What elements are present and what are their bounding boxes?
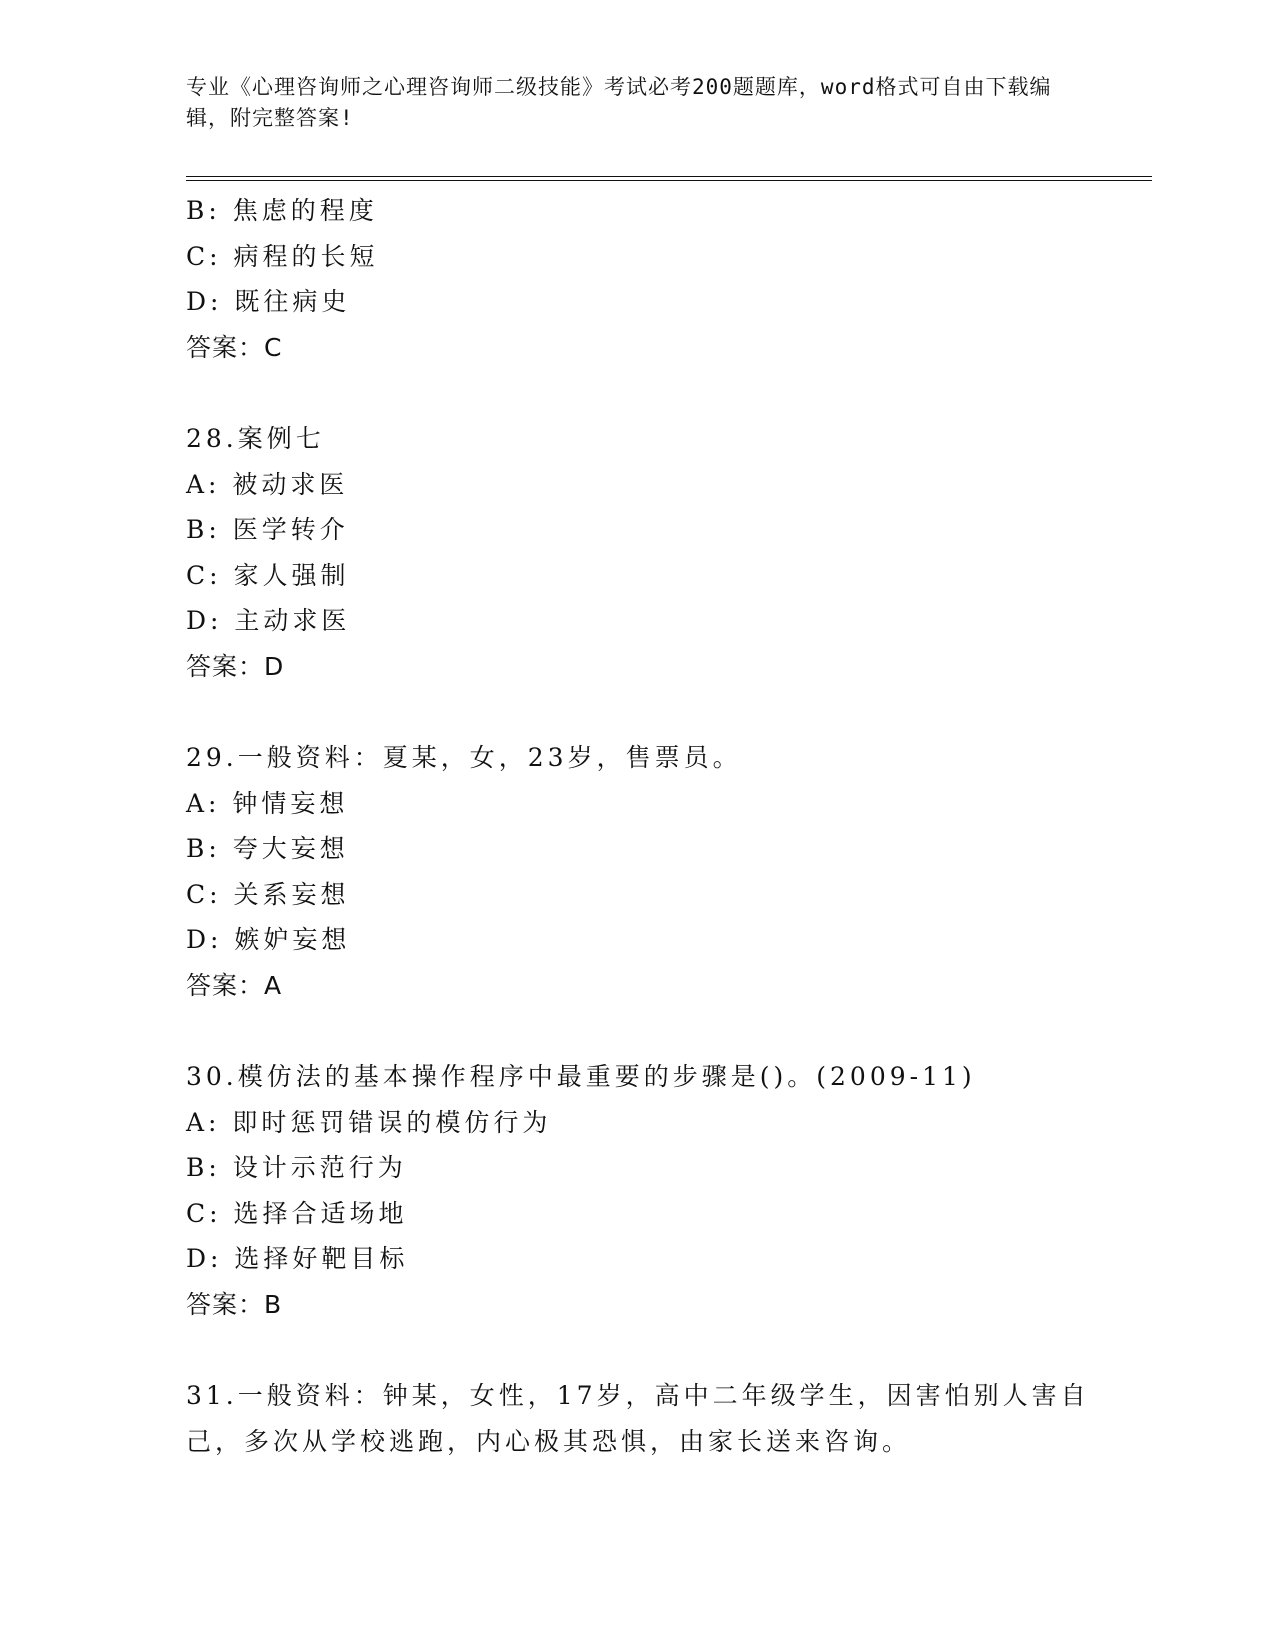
answer: 答案：D (186, 651, 285, 681)
spacer (186, 1327, 1086, 1373)
question-stem: 30.模仿法的基本操作程序中最重要的步骤是()。(2009-11) (186, 1062, 976, 1091)
spacer (186, 370, 1086, 416)
answer: 答案：B (186, 1289, 283, 1319)
option-b: B: 夸大妄想 (186, 834, 349, 863)
option-c: C: 选择合适场地 (186, 1198, 408, 1228)
question-29 (186, 735, 1086, 1008)
header-divider (186, 176, 1152, 181)
question-stem-line-2: 己，多次从学校逃跑，内心极其恐惧，由家长送来咨询。 (186, 1426, 912, 1456)
option-c: C: 病程的长短 (186, 241, 379, 271)
option-a: A: 钟情妄想 (186, 788, 349, 818)
question-content (186, 188, 1090, 1464)
option-d: D: 选择好靶目标 (186, 1244, 409, 1273)
option-d: D: 主动求医 (186, 606, 351, 635)
question-30 (186, 1054, 1086, 1327)
answer: 答案：A (186, 970, 283, 1000)
document-header: 专业《心理咨询师之心理咨询师二级技能》考试必考200题题库，word格式可自由下载编辑，附完整答案! (186, 75, 1052, 130)
option-a: A: 即时惩罚错误的模仿行为 (186, 1107, 552, 1137)
question-stem: 28.案例七 (186, 424, 325, 453)
option-c: C: 家人强制 (186, 560, 350, 590)
question-31 (186, 1373, 1090, 1464)
spacer (186, 689, 1086, 735)
option-d: D: 嫉妒妄想 (186, 925, 351, 954)
option-b: B: 设计示范行为 (186, 1153, 407, 1182)
carryover-question (186, 188, 1086, 370)
spacer (186, 1008, 1086, 1054)
option-d: D: 既往病史 (186, 287, 351, 316)
question-28 (186, 416, 1086, 689)
option-b: B: 焦虑的程度 (186, 196, 378, 225)
answer: 答案：C (186, 332, 283, 362)
option-c: C: 关系妄想 (186, 879, 350, 909)
question-stem: 29.一般资料：夏某，女，23岁，售票员。 (186, 743, 742, 772)
option-a: A: 被动求医 (186, 469, 349, 499)
option-b: B: 医学转介 (186, 515, 349, 544)
question-stem-line-1: 31.一般资料：钟某，女性，17岁，高中二年级学生，因害怕别人害自 (186, 1381, 1090, 1410)
